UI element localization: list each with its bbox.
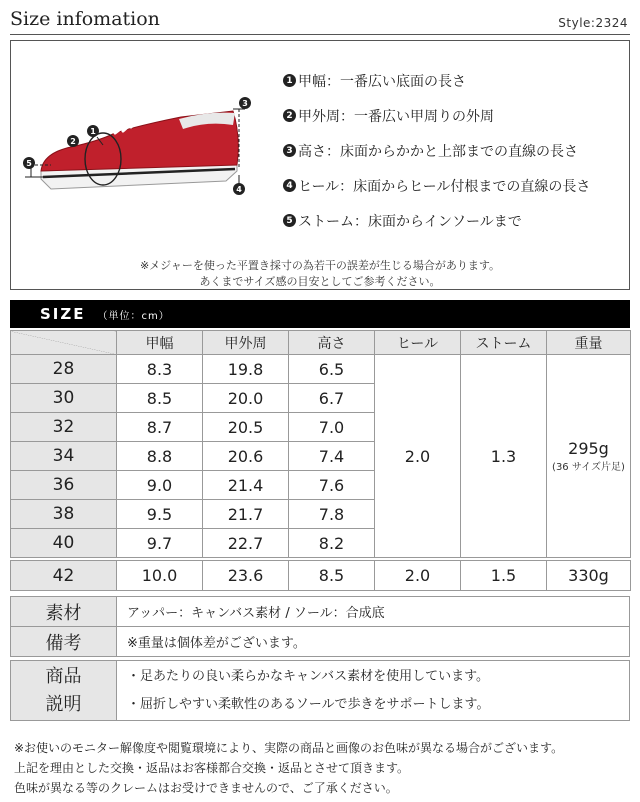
- size-cell: 36: [11, 471, 117, 500]
- width-cell: 8.8: [117, 442, 203, 471]
- definition-item: [283, 141, 633, 176]
- svg-text:2: 2: [70, 137, 76, 146]
- storm-cell: 1.3: [461, 355, 547, 558]
- description-value: [117, 661, 630, 721]
- measurement-note: ※メジャーを使った平置き採寸の為若干の誤差が生じる場合があります。: [139, 259, 501, 272]
- width-cell: 9.5: [117, 500, 203, 529]
- description-label-line: 説明: [45, 693, 82, 715]
- height-cell: 7.4: [289, 442, 375, 471]
- column-header: 甲幅: [117, 331, 203, 355]
- number-3-icon: 3: [283, 144, 296, 157]
- column-header: ストーム: [461, 331, 547, 355]
- height-cell: 7.6: [289, 471, 375, 500]
- style-code: Style:2324: [558, 16, 628, 30]
- girth-cell: 22.7: [203, 529, 289, 558]
- remarks-value: ※重量は個体差がございます。: [117, 627, 630, 657]
- header-title: Size infomation: [10, 8, 160, 30]
- svg-text:3: 3: [242, 99, 248, 108]
- size-cell: 38: [11, 500, 117, 529]
- table-header-row: [11, 331, 631, 355]
- height-cell: 7.0: [289, 413, 375, 442]
- heel-cell: 2.0: [375, 355, 461, 558]
- height-cell: 6.5: [289, 355, 375, 384]
- girth-cell: 21.4: [203, 471, 289, 500]
- size-cell: 42: [11, 561, 117, 591]
- width-cell: 8.5: [117, 384, 203, 413]
- size-cell: 34: [11, 442, 117, 471]
- size-table: [10, 330, 631, 558]
- table-row: [11, 561, 631, 591]
- number-1-icon: 1: [283, 74, 296, 87]
- definition-item: [283, 71, 633, 106]
- definition-list: [283, 71, 633, 246]
- diagram-box: [10, 40, 630, 290]
- size-bar: [10, 300, 630, 328]
- definition-text: ストーム：床面からインソールまで: [298, 214, 522, 230]
- definition-item: [283, 176, 633, 211]
- svg-text:4: 4: [236, 185, 242, 194]
- marker-2-icon: [67, 135, 79, 147]
- girth-cell: 20.5: [203, 413, 289, 442]
- size-cell: 28: [11, 355, 117, 384]
- number-2-icon: 2: [283, 109, 296, 122]
- material-value: アッパー：キャンバス素材 / ソール：合成底: [117, 597, 630, 627]
- width-cell: 9.7: [117, 529, 203, 558]
- definition-text: 甲幅：一番広い底面の長さ: [298, 74, 466, 90]
- girth-cell: 20.0: [203, 384, 289, 413]
- girth-cell: 23.6: [203, 561, 289, 591]
- svg-text:5: 5: [26, 159, 32, 168]
- girth-cell: 19.8: [203, 355, 289, 384]
- marker-3-icon: [239, 97, 251, 109]
- width-cell: 8.3: [117, 355, 203, 384]
- height-cell: 8.5: [289, 561, 375, 591]
- storm-cell: 1.5: [461, 561, 547, 591]
- width-cell: 8.7: [117, 413, 203, 442]
- definition-item: [283, 211, 633, 246]
- number-5-icon: 5: [283, 214, 296, 227]
- size-label: SIZE: [40, 305, 86, 323]
- description-label: [11, 661, 117, 721]
- definition-text: 甲外周：一番広い甲周りの外周: [298, 109, 494, 125]
- size-cell: 32: [11, 413, 117, 442]
- remarks-label: 備考: [11, 627, 117, 657]
- size-unit: （単位：cm）: [97, 310, 170, 322]
- column-header: 重量: [547, 331, 631, 355]
- height-cell: 6.7: [289, 384, 375, 413]
- footer-line: 色味が異なる等のクレームはお受けできませんので、ご了承ください。: [14, 781, 398, 795]
- marker-5-icon: [23, 157, 35, 169]
- measurement-note-2: あくまでサイズ感の目安としてご参考ください。: [199, 275, 441, 288]
- column-header: 甲外周: [203, 331, 289, 355]
- definition-text: ヒール：床面からヒール付根までの直線の長さ: [298, 179, 591, 195]
- svg-text:1: 1: [90, 127, 96, 136]
- material-label: 素材: [11, 597, 117, 627]
- header-divider: [10, 34, 630, 35]
- girth-cell: 21.7: [203, 500, 289, 529]
- material-row: [11, 597, 630, 627]
- remarks-row: [11, 627, 630, 657]
- footer-line: 上記を理由とした交換・返品はお客様都合交換・返品とさせて頂きます。: [14, 761, 410, 775]
- width-cell: 9.0: [117, 471, 203, 500]
- shoe-diagram: [11, 41, 281, 251]
- height-cell: 7.8: [289, 500, 375, 529]
- definition-text: 高さ：床面からかかと上部までの直線の長さ: [298, 144, 578, 160]
- marker-1-icon: [87, 125, 99, 137]
- description-line: ・足あたりの良い柔らかなキャンバス素材を使用しています。: [127, 668, 490, 684]
- number-4-icon: 4: [283, 179, 296, 192]
- footer-notes: [14, 738, 563, 798]
- weight-cell: [547, 355, 631, 558]
- corner-cell: [11, 331, 117, 355]
- column-header: ヒール: [375, 331, 461, 355]
- marker-4-icon: [233, 183, 245, 195]
- description-label-line: 商品: [45, 665, 82, 687]
- size-cell: 40: [11, 529, 117, 558]
- width-cell: 10.0: [117, 561, 203, 591]
- weight-note: (36 サイズ片足): [552, 462, 625, 473]
- description-table: [10, 660, 630, 721]
- column-header: 高さ: [289, 331, 375, 355]
- info-table: [10, 596, 630, 657]
- description-line: ・屈折しやすい柔軟性のあるソールで歩きをサポートします。: [127, 696, 490, 712]
- definition-item: [283, 106, 633, 141]
- description-row: [11, 661, 630, 721]
- weight-value: 295g: [568, 439, 609, 458]
- heel-cell: 2.0: [375, 561, 461, 591]
- weight-cell: 330g: [547, 561, 631, 591]
- table-row: [11, 355, 631, 384]
- girth-cell: 20.6: [203, 442, 289, 471]
- footer-line: ※お使いのモニター解像度や閲覧環境により、実際の商品と画像のお色味が異なる場合がございます。: [14, 741, 564, 755]
- size-cell: 30: [11, 384, 117, 413]
- size-42-table: [10, 560, 631, 591]
- height-cell: 8.2: [289, 529, 375, 558]
